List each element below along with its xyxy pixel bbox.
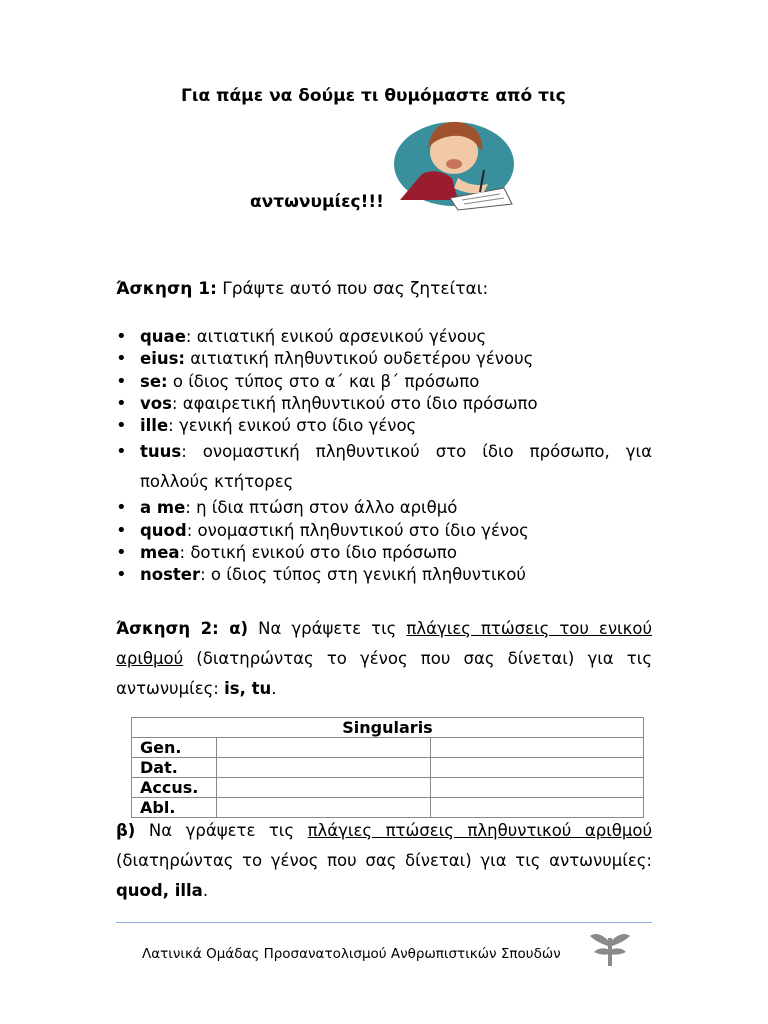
exercise-1-list [116, 326, 652, 587]
underlined-phrase: πλάγιες πτώσεις πληθυντικού αριθμού [307, 821, 653, 840]
student-writing-illustration [392, 112, 522, 212]
list-item: • a me: η ίδια πτώση στον άλλο αριθμό [116, 497, 652, 519]
exercise-2b-label: β) [116, 821, 136, 840]
answer-cell [217, 778, 431, 798]
exercise-2b-paragraph: β) Να γράψετε τις πλάγιες πτώσεις πληθυντικού αριθμού (διατηρώντας το γένος που σας δίνεται) για τις αντωνυμίες: quod, illa. [116, 821, 653, 900]
exercise-1-instruction: Γράψτε αυτό που σας ζητείται: [216, 279, 489, 299]
answer-cell [217, 798, 431, 818]
title-line-2: αντωνυμίες!!! [250, 192, 384, 212]
table-header: Singularis [132, 718, 644, 738]
list-item: • eius: αιτιατική πληθυντικού ουδετέρου γένους [116, 348, 652, 370]
list-item: • vos: αφαιρετική πληθυντικού στο ίδιο πρόσωπο [116, 393, 652, 415]
exercise-1-heading [116, 279, 488, 299]
answer-cell [430, 758, 644, 778]
table-row: Abl. [132, 798, 644, 818]
answer-cell [217, 758, 431, 778]
list-item: • noster: ο ίδιος τύπος στη γενική πληθυντικού [116, 564, 652, 586]
answer-cell [430, 778, 644, 798]
title-line-1: Για πάμε να δούμε τι θυμόμαστε από τις [181, 86, 566, 106]
exercise-2-label: Άσκηση 2: α) [116, 619, 249, 638]
footer-divider [116, 922, 652, 923]
list-item: • tuus: ονομαστική πληθυντικού στο ίδιο πρόσωπο, για πολλούς κτήτορες [116, 437, 652, 497]
list-item: • quod: ονομαστική πληθυντικού στο ίδιο γένος [116, 520, 652, 542]
table-row: Accus. [132, 778, 644, 798]
exercise-1-label: Άσκηση 1: [116, 279, 217, 299]
answer-cell [217, 738, 431, 758]
underlined-phrase: πλάγιες πτώσεις του ενικού αριθμού [116, 619, 653, 668]
table-row: Gen. [132, 738, 644, 758]
list-item: • ille: γενική ενικού στο ίδιο γένος [116, 415, 652, 437]
footer-logo-icon [588, 928, 632, 968]
answer-cell [430, 798, 644, 818]
answer-cell [430, 738, 644, 758]
exercise-2a-paragraph: Άσκηση 2: α) Να γράψετε τις πλάγιες πτώσεις του ενικού αριθμού (διατηρώντας το γένος που σας δίνεται) για τις αντωνυμίες: is, tu. [116, 619, 653, 698]
list-item: • mea: δοτική ενικού στο ίδιο πρόσωπο [116, 542, 652, 564]
list-item: • quae: αιτιατική ενικού αρσενικού γένους [116, 326, 652, 348]
footer-text: Λατινικά Ομάδας Προσανατολισμού Ανθρωπιστικών Σπουδών [142, 946, 561, 962]
list-item: • se: ο ίδιος τύπος στο α΄ και β΄ πρόσωπο [116, 371, 652, 393]
table-row: Dat. [132, 758, 644, 778]
singularis-table [131, 717, 644, 818]
